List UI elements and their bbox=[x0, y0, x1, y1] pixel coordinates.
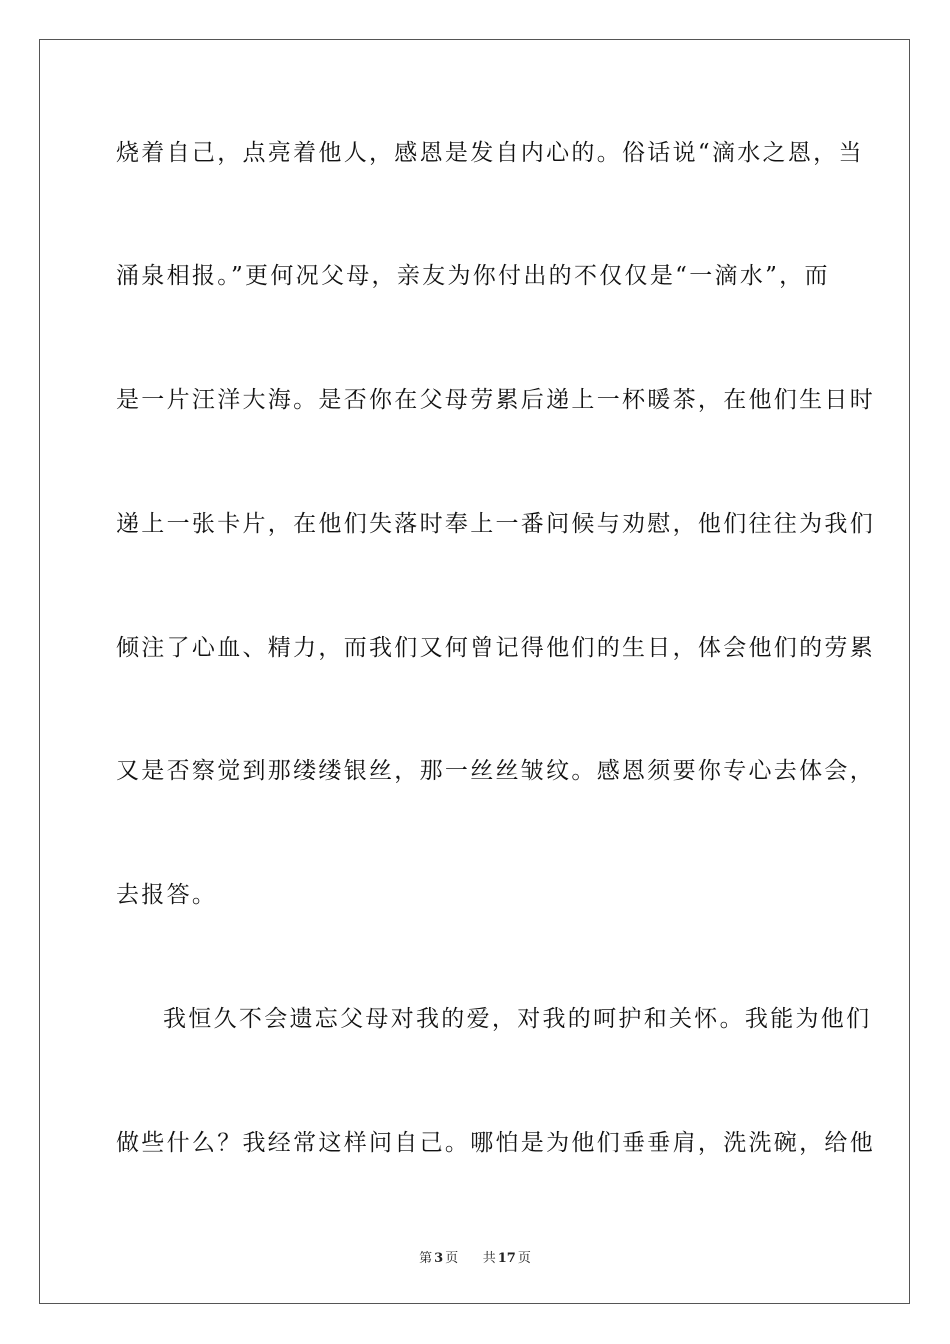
paragraph-line-5: 倾注了心血、精力，而我们又何曾记得他们的生日，体会他们的劳累 bbox=[116, 635, 875, 661]
paragraph-line-3: 是一片汪洋大海。是否你在父母劳累后递上一杯暖茶，在他们生日时 bbox=[116, 387, 875, 413]
footer-page-indicator: 第 3 页 bbox=[419, 1251, 459, 1266]
footer-total-pages: 共 17 页 bbox=[482, 1251, 531, 1266]
paragraph-line-6: 又是否察觉到那缕缕银丝，那一丝丝皱纹。感恩须要你专心去体会， bbox=[116, 758, 875, 784]
page-footer bbox=[0, 1247, 950, 1266]
paragraph-line-7: 去报答。 bbox=[116, 882, 218, 908]
paragraph-line-2: 涌泉相报。”更何况父母，亲友为你付出的不仅仅是“一滴水”，而 bbox=[116, 263, 830, 289]
paragraph-line-9: 做些什么？我经常这样问自己。哪怕是为他们垂垂肩，洗洗碗，给他 bbox=[116, 1130, 875, 1156]
paragraph-line-4: 递上一张卡片，在他们失落时奉上一番问候与劝慰，他们往往为我们 bbox=[116, 511, 875, 537]
page-frame bbox=[39, 39, 910, 1304]
paragraph-line-8: 我恒久不会遗忘父母对我的爱，对我的呵护和关怀。我能为他们 bbox=[163, 1006, 872, 1032]
paragraph-line-1: 烧着自己，点亮着他人，感恩是发自内心的。俗话说“滴水之恩，当 bbox=[116, 140, 864, 166]
